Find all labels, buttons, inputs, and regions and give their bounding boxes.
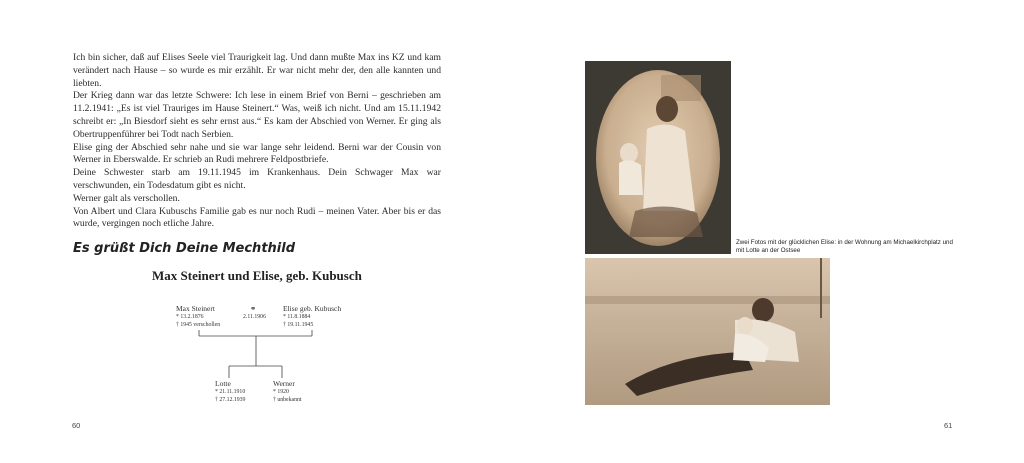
person-born: * 1920	[273, 389, 289, 395]
person-died: † unbekannt	[273, 397, 302, 403]
page-number-left: 60	[72, 421, 81, 430]
page-number-right: 61	[944, 421, 953, 430]
person-died: † 19.11.1945	[283, 322, 314, 328]
paragraph: Von Albert und Clara Kubuschs Familie gab es nur noch Rudi – meinen Vater. Aber bis er das wurde, vergingen noch etliche Jahre.	[73, 205, 441, 230]
paragraph: Ich bin sicher, daß auf Elises Seele viel Traurigkeit lag. Und dann mußte Max ins KZ und kam verändert nach Hause – so wurde es mir erzählt. Er war nicht mehr der, den alle kannten und liebten.	[73, 52, 441, 89]
paragraph: Deine Schwester starb am 19.11.1945 im Krankenhaus. Dein Schwager Max war verschwunden, ein Todesdatum gibt es nicht.	[73, 167, 441, 191]
person-died: † 1945 verschollen	[176, 322, 221, 328]
person-name: Elise geb. Kubusch	[283, 304, 342, 313]
person-died: † 27.12.1939	[215, 397, 246, 403]
paragraph: Elise ging der Abschied sehr nahe und sie war lange sehr leidend. Berni war der Cousin von Werner in Eberswalde. Er schrieb an Rudi mehrere Feldpostbriefe.	[73, 141, 441, 166]
person-name: Max Steinert	[176, 304, 215, 313]
marriage-symbol: ⚭	[250, 304, 257, 313]
paragraph: Werner galt als verschollen.	[73, 192, 180, 204]
person-born: * 13.2.1876	[176, 314, 204, 320]
photo-caption: Zwei Fotos mit der glücklichen Elise: in der Wohnung am Michaelkirchplatz und mit Lotte an der Ostsee	[736, 239, 953, 255]
photo-beach	[585, 258, 830, 405]
person-name: Lotte	[215, 379, 231, 388]
signature: Es grüßt Dich Deine Mechthild	[73, 241, 296, 256]
photo-oval-portrait	[585, 61, 731, 254]
person-born: * 11.8.1884	[283, 314, 311, 320]
marriage-date: 2.11.1906	[243, 314, 266, 320]
family-tree-title: Max Steinert und Elise, geb. Kubusch	[152, 268, 362, 283]
paragraph: Der Krieg dann war das letzte Schwere: Ich lese in einem Brief von Berni – geschrieben am 11.2.1941: „Es ist viel Trauriges im Hause Steinert.“ Was, weiß ich nicht. Und am 15.11.1942 schreibt er: „In Biesdorf sieht es sehr ernst aus.“ Es kam der Abschied von Werner. Er ging als Obertruppenführer bei Todt nach Serbien.	[73, 90, 441, 140]
person-born: * 21.11.1910	[215, 389, 246, 395]
person-name: Werner	[273, 379, 295, 388]
